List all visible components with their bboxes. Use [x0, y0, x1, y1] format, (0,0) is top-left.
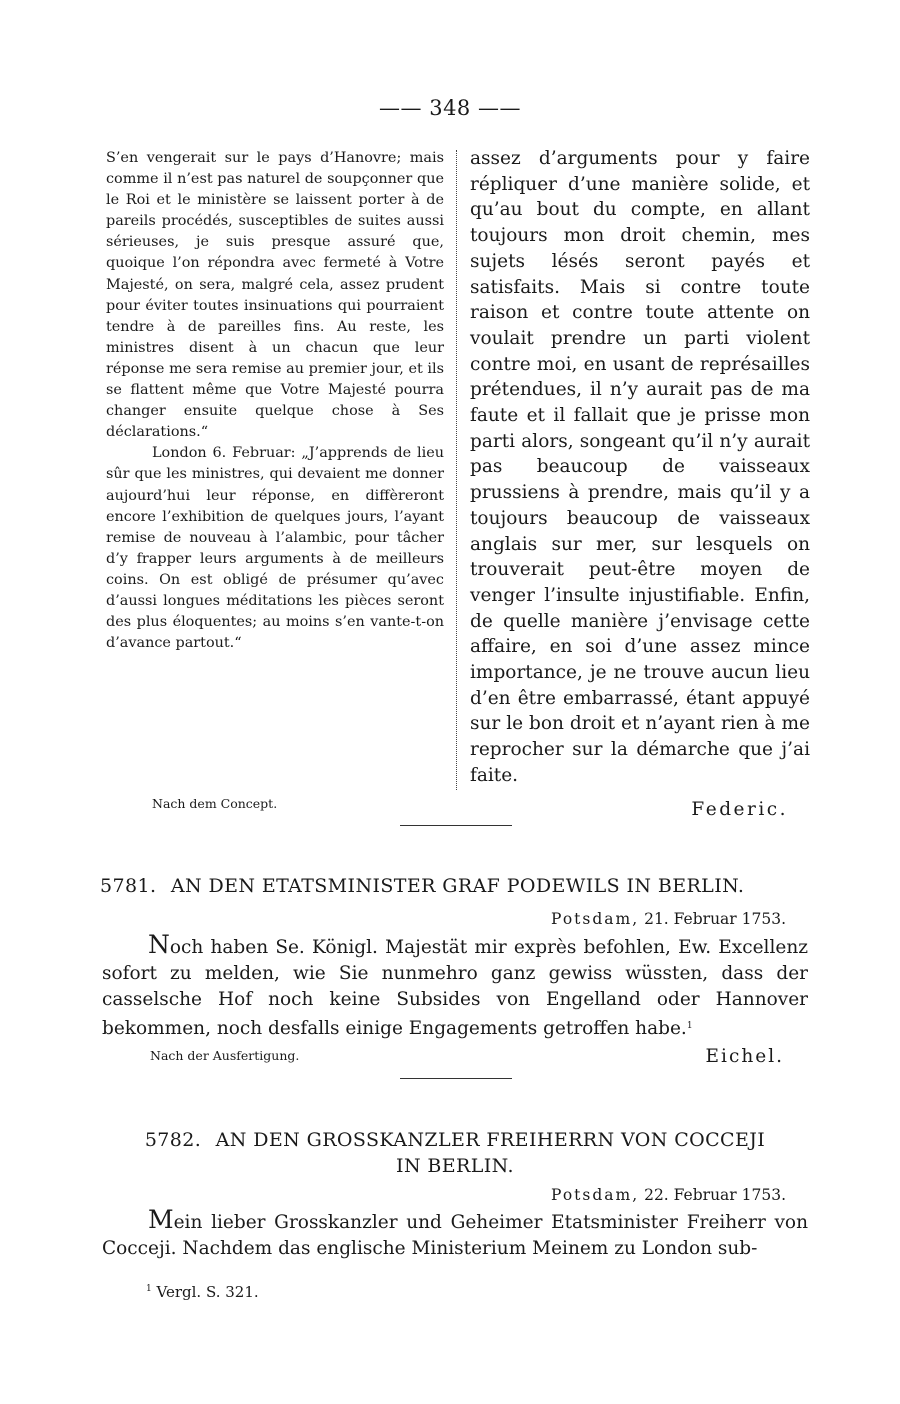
left-paragraph-1: S’en vengerait sur le pays d’Hanovre; mais comme il n’est pas naturel de soupçonner que le Roi et le ministère se laissent porter à de pareils procédés, susceptibles de suites aussi sérieuses, je suis presque assuré que, quoique l’on répondra avec fermeté à Votre Majesté, on sera, malgré cela, assez prudent pour éviter toutes insinuations qui pourraient tendre à de pareilles fins. Au reste, les ministres disent à un chacun que leur réponse me sera remise au premier jour, et ils se flattent même que Votre Majesté pourra changer ensuite quelque chose à Ses déclarations.“ — [106, 150, 444, 441]
column-divider — [456, 150, 457, 790]
letter-5782-dateline — [551, 1186, 786, 1204]
left-paragraph-2: London 6. Februar: „J’apprends de lieu sûr que les ministres, qui devaient me donner aujourd’hui leur réponse, en diffèreront encore l’exhibition de quelques jours, l’ayant remise de nouveau à l’alambic, pour tâcher d’y frapper leurs arguments à de meilleurs coins. On est obligé de présumer qu’avec d’aussi longues méditations les pièces seront des plus éloquentes; au moins s’en vante-t-on d’avance partout.“ — [106, 445, 444, 652]
signature-federic: Federic. — [691, 798, 788, 820]
letter-5781-heading — [100, 873, 810, 899]
section-rule-1 — [400, 825, 512, 826]
signature-eichel: Eichel. — [705, 1046, 784, 1067]
letter-5782-heading — [100, 1127, 810, 1179]
footnote-mark: 1 — [146, 1284, 152, 1294]
page-number-dash-right: —— — [477, 96, 521, 120]
letter-5781-title: AN DEN ETATSMINISTER GRAF PODEWILS IN BERLIN. — [170, 875, 745, 897]
right-column — [470, 146, 810, 822]
page-number — [0, 96, 900, 120]
letter-5782-text: ein lieber Grosskanzler und Geheimer Etatsminister Freiherr von Cocceji. Nachdem das englische Ministerium Meinem zu London sub- — [102, 1212, 808, 1259]
letter-5782-number: 5782. — [144, 1129, 202, 1151]
footnote-text: Vergl. S. 321. — [156, 1283, 259, 1301]
letter-5781-body — [102, 930, 808, 1042]
letter-5781-dateline — [551, 910, 786, 928]
section-rule-2 — [400, 1078, 512, 1079]
letter-5782-initial: M — [148, 1205, 174, 1234]
letter-5781-date: 21. Februar 1753. — [644, 910, 786, 928]
page-number-dash-left: —— — [379, 96, 423, 120]
letter-5782-title-line2: IN BERLIN. — [396, 1155, 514, 1177]
letter-5781-place: Potsdam, — [551, 910, 640, 928]
left-column — [106, 148, 444, 654]
footnote — [146, 1283, 259, 1301]
footnote-reference: 1 — [686, 1021, 693, 1031]
letter-5782-place: Potsdam, — [551, 1186, 640, 1204]
letter-5781-initial: N — [148, 930, 170, 959]
letter-5782-title-line1: AN DEN GROSSKANZLER FREIHERRN VON COCCEJI — [215, 1129, 766, 1151]
letter-5782-date: 22. Februar 1753. — [644, 1186, 786, 1204]
right-paragraph: assez d’arguments pour y faire répliquer d’une manière solide, et qu’au bout du compte, en allant toujours mon droit chemin, mes sujets lésés seront payés et satisfaits. Mais si contre toute raison et contre toute attente on voulait prendre un parti violent contre moi, en usant de représailles prétendues, il n’y aurait pas de ma faute et il fallait que je prisse mon parti alors, songeant qu’il n’y aurait pas beaucoup de vaisseaux prussiens à prendre, mais qu’il y a toujours beaucoup de vaisseaux anglais sur mer, sur lesquels on trouverait peut-être moyen de venger l’insulte injustifiable. Enfin, de quelle manière j’envisage cette affaire, en soi d’une assez mince importance, je ne trouve aucun lieu d’en être embarrassé, étant appuyé sur le bon droit et n’ayant rien à me reprocher sur la démarche que j’ai faite. — [470, 148, 810, 786]
letter-5782-body — [102, 1205, 808, 1262]
page-number-value: 348 — [429, 96, 471, 120]
source-note-concept: Nach dem Concept. — [152, 796, 278, 811]
letter-5781-text: och haben Se. Königl. Majestät mir exprès befohlen, Ew. Excellenz sofort zu melden, wie Sie nunmehro ganz gewiss wüssten, dass der casselsche Hof noch keine Subsides von Engelland oder Hannover bekommen, noch desfalls einige Engagements getroffen habe. — [102, 937, 808, 1039]
letter-5781-number: 5781. — [100, 875, 157, 897]
source-note-ausfertigung: Nach der Ausfertigung. — [150, 1048, 300, 1063]
